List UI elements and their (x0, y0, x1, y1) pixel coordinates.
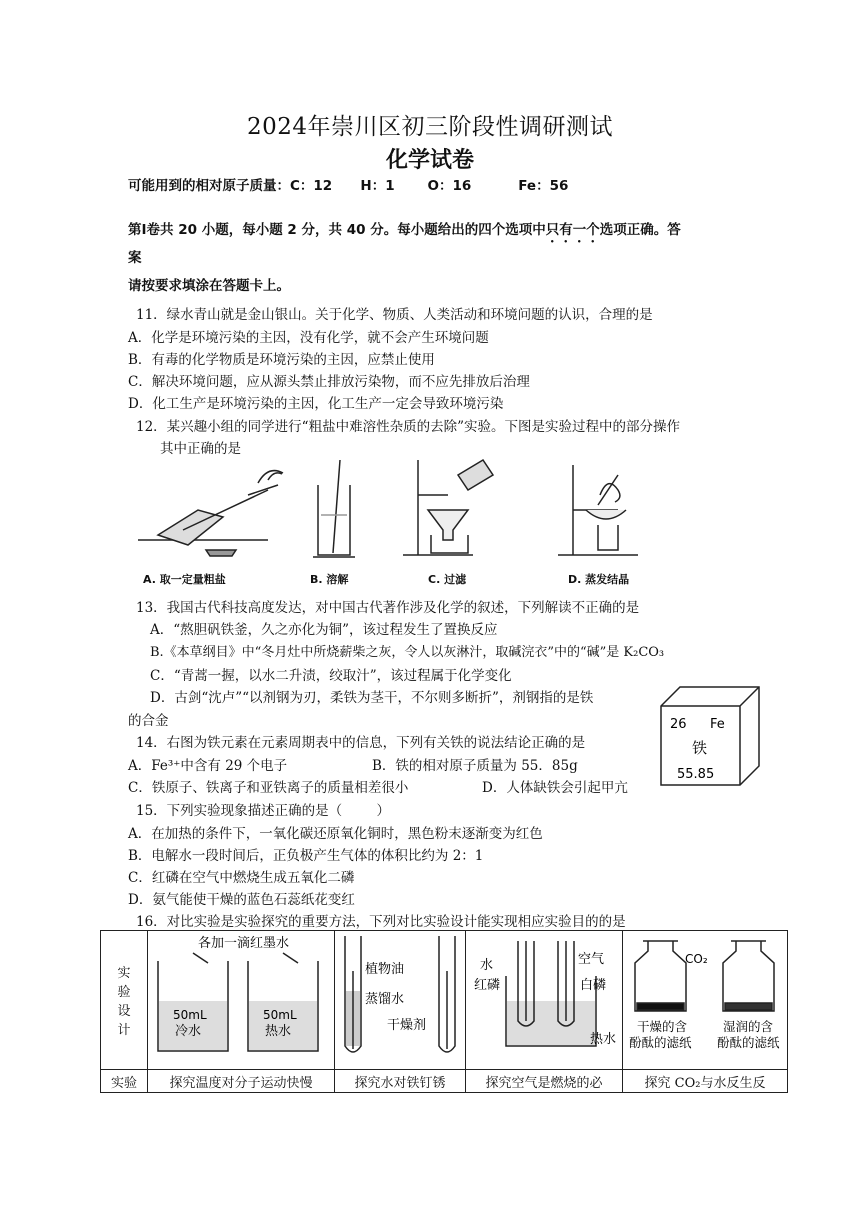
design-label (101, 931, 148, 1070)
q14-option-a: A．Fe³⁺中含有 29 个电子 (128, 758, 288, 774)
figB-oil: 植物油 (365, 962, 405, 977)
element-symbol: Fe (710, 717, 725, 732)
instructions-line2: 案 (128, 250, 142, 266)
q12-caption-a: A. 取一定量粗盐 (143, 573, 226, 586)
figD-gas: CO₂ (685, 952, 708, 966)
figure-d-evaporate (558, 465, 638, 555)
exam-title: 2024年崇川区初三阶段性调研测试 (246, 114, 614, 140)
figD-wet1: 湿润的含 (723, 1019, 774, 1034)
instructions-line3: 请按要求填涂在答题卡上。 (128, 278, 290, 294)
q11-stem: 11．绿水青山就是金山银山。关于化学、物质、人类活动和环境问题的认识，合理的是 (136, 307, 653, 323)
label-char: 实 (117, 966, 131, 981)
q14-option-d: D．人体缺铁会引起甲亢 (482, 780, 628, 796)
goal-c: 探究空气是燃烧的必 (466, 1070, 623, 1093)
q11-option-a: A．化学是环境污染的主因，没有化学，就不会产生环境问题 (128, 330, 489, 346)
figB-desiccant: 干燥剂 (387, 1018, 427, 1033)
figure-test-tubes (335, 931, 465, 1065)
q13-option-a: A．“熬胆矾铁釜，久之亦化为铜”，该过程发生了置换反应 (150, 622, 498, 638)
design-d (623, 931, 788, 1070)
q15-option-a: A．在加热的条件下，一氧化碳还原氧化铜时，黑色粉末逐渐变为红色 (128, 826, 543, 842)
q12-stem: 12．某兴趣小组的同学进行“粗盐中难溶性杂质的去除”实验。下图是实验过程中的部分操作 (136, 419, 680, 435)
q13-option-b: B.《本草纲目》中“冬月灶中所烧薪柴之灰，令人以灰淋汁，取碱浣衣”中的“碱”是 K₂CO₃ (150, 645, 665, 660)
q13-option-d-cont: 的合金 (128, 713, 169, 729)
element-mass: 55.85 (677, 767, 715, 782)
q14-stem: 14．右图为铁元素在元素周期表中的信息，下列有关铁的说法结论正确的是 (136, 735, 586, 751)
goal-b: 探究水对铁钉锈 (335, 1070, 466, 1093)
figure-a-take-salt (138, 471, 283, 556)
figure-beakers (148, 931, 334, 1065)
q13-stem: 13．我国古代科技高度发达，对中国古代著作涉及化学的叙述，下列解读不正确的是 (136, 600, 640, 616)
q13-option-d: D．古剑“沈卢”“以剂钢为刃，柔铁为茎干，不尔则多断折”，剂钢指的是铁 (150, 690, 594, 706)
figure-c-filter (403, 460, 493, 555)
q13-option-c: C．“青蒿一握，以水二升渍，绞取汁”，该过程属于化学变化 (150, 668, 512, 684)
instructions-text-b: 选项正确。答 (599, 222, 681, 238)
q14-option-b: B．铁的相对原子质量为 55．85g (372, 758, 578, 774)
label-char: 设 (117, 1004, 131, 1019)
figD-dry1: 干燥的含 (637, 1019, 688, 1034)
goal-label: 实验 (101, 1070, 148, 1093)
instructions-emphasis: 只有一个 (545, 222, 600, 238)
q12-operation-figures (128, 455, 688, 570)
q15-option-b: B．电解水一段时间后，正负极产生气体的体积比约为 2：1 (128, 848, 484, 864)
figC-water: 水 (480, 958, 494, 973)
iron-element-card (660, 686, 760, 786)
figA-cold-vol: 50mL (173, 1008, 207, 1022)
figA-top-label: 各加一滴红墨水 (198, 936, 290, 951)
figC-hot: 热水 (590, 1032, 617, 1047)
figA-cold: 冷水 (175, 1024, 202, 1039)
q16-stem: 16．对比实验是实验探究的重要方法，下列对比实验设计能实现相应实验目的的是 (136, 914, 626, 930)
q12-caption-b: B. 溶解 (310, 573, 349, 586)
figure-co2-bottles (623, 931, 787, 1065)
label-char: 计 (117, 1023, 131, 1038)
q14-option-c: C．铁原子、铁离子和亚铁离子的质量相差很小 (128, 780, 409, 796)
q11-option-d: D．化工生产是环境污染的主因，化工生产一定会导致环境污染 (128, 396, 504, 412)
figC-white-p: 白磷 (580, 978, 607, 993)
figD-wet2: 酚酞的滤纸 (717, 1035, 780, 1050)
q15-option-c: C．红磷在空气中燃烧生成五氧化二磷 (128, 870, 355, 886)
q11-option-b: B．有毒的化学物质是环境污染的主因，应禁止使用 (128, 352, 435, 368)
atomic-mass-line: 可能用到的相对原子质量：C：12 H：1 O：16 Fe：56 (128, 178, 569, 194)
q11-option-c: C．解决环境问题，应从源头禁止排放污染物，而不应先排放后治理 (128, 374, 530, 390)
instructions-text-a: 第Ⅰ卷共 20 小题，每小题 2 分，共 40 分。每小题给出的四个选项中 (128, 222, 546, 238)
element-name: 铁 (692, 739, 708, 757)
figA-hot-vol: 50mL (263, 1008, 297, 1022)
label-char: 验 (117, 985, 131, 1000)
goal-d: 探究 CO₂与水反生反 (623, 1070, 788, 1093)
q12-stem-2: 其中正确的是 (160, 441, 241, 457)
design-row (101, 931, 788, 1070)
figB-water: 蒸馏水 (365, 992, 405, 1007)
figA-hot: 热水 (265, 1024, 292, 1039)
q15-stem: 15．下列实验现象描述正确的是（ ） (136, 803, 391, 819)
element-number: 26 (670, 717, 687, 732)
design-b (335, 931, 466, 1070)
figure-combustion (466, 931, 622, 1065)
goal-row (101, 1070, 788, 1093)
design-c (466, 931, 623, 1070)
q15-option-d: D．氨气能使干燥的蓝色石蕊纸花变红 (128, 892, 355, 908)
q16-experiment-table (100, 930, 788, 1093)
q12-caption-d: D. 蒸发结晶 (568, 573, 630, 586)
figure-b-dissolve (313, 460, 355, 557)
q12-caption-c: C. 过滤 (428, 573, 467, 586)
instructions-line1 (128, 218, 681, 246)
figC-red-p: 红磷 (474, 978, 501, 993)
figC-air: 空气 (578, 952, 605, 967)
figD-dry2: 酚酞的滤纸 (629, 1035, 692, 1050)
design-a (148, 931, 335, 1070)
subject-title: 化学试卷 (385, 147, 474, 173)
goal-a: 探究温度对分子运动快慢 (148, 1070, 335, 1093)
